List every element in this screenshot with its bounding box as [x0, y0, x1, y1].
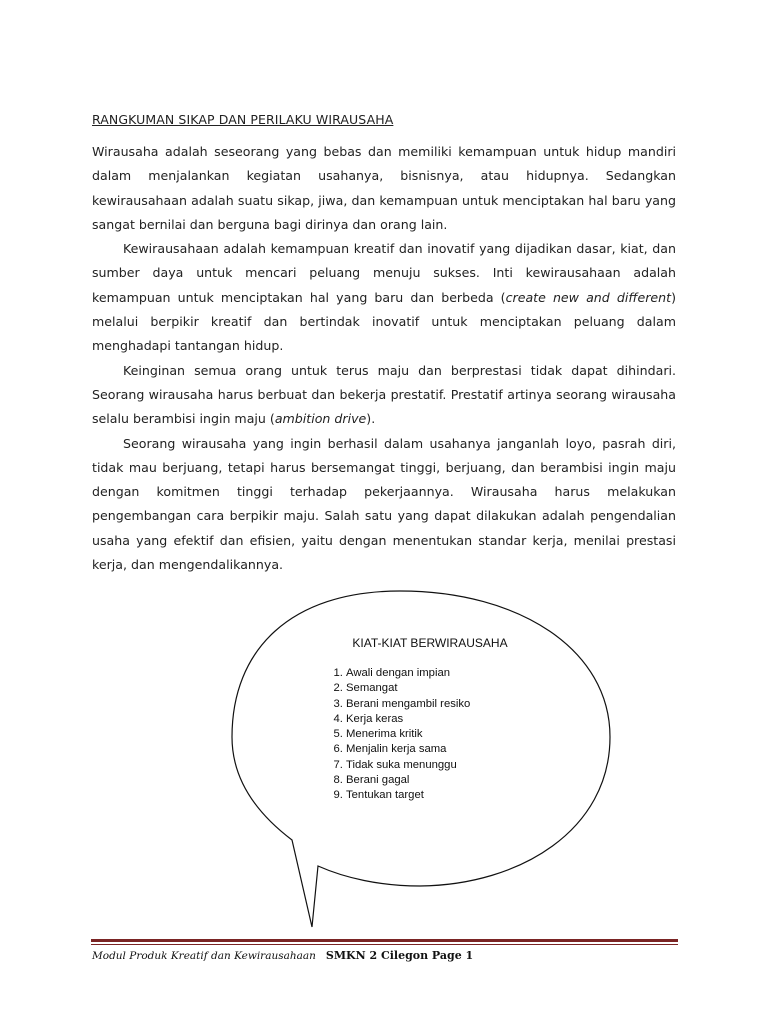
paragraph-3-text-a: Keinginan semua orang untuk terus maju dan berprestasi tidak dapat dihindari. Seorang wirausaha harus berbuat dan bekerja prestatif. Prestatif artinya seorang wirausaha selalu berambisi ingin maju ( [92, 362, 676, 427]
list-item: 3. Berani mengambil resiko [346, 697, 550, 712]
page-footer [92, 948, 682, 962]
list-item: 8. Berani gagal [346, 773, 550, 788]
list-item: 5. Menerima kritik [346, 727, 550, 742]
kiat-list [310, 666, 550, 804]
list-item: 4. Kerja keras [346, 712, 550, 727]
footer-module-name: Modul Produk Kreatif dan Kewirausahaan [92, 950, 316, 962]
list-item: 1. Awali dengan impian [346, 666, 550, 681]
page-title: RANGKUMAN SIKAP DAN PERILAKU WIRAUSAHA [92, 112, 394, 127]
footer-school-page: SMKN 2 Cilegon Page 1 [325, 949, 474, 962]
list-item: 6. Menjalin kerja sama [346, 742, 550, 757]
kiat-title: KIAT-KIAT BERWIRAUSAHA [352, 636, 508, 650]
paragraph-3-emphasis: ambition drive [274, 411, 367, 427]
paragraph-2-emphasis: create new and different [505, 289, 672, 305]
list-item: 2. Semangat [346, 681, 550, 696]
kiat-box [310, 636, 550, 804]
footer-rule-thin [91, 944, 678, 945]
paragraph-1: Wirausaha adalah seseorang yang bebas dan memiliki kemampuan untuk hidup mandiri dalam menjalankan kegiatan usahanya, bisnisnya, atau hidupnya. Sedangkan kewirausahaan adalah suatu sikap, jiwa, dan kemampuan untuk menciptakan hal baru yang sangat bernilai dan berguna bagi dirinya dan orang lain. [92, 144, 676, 232]
list-item: 9. Tentukan target [346, 788, 550, 803]
paragraph-2-text-b: ) melalui berpikir kreatif dan bertindak inovatif untuk menciptakan peluang dalam menghadapi tantangan hidup. [92, 289, 676, 354]
paragraph-2-text-a: Kewirausahaan adalah kemampuan kreatif dan inovatif yang dijadikan dasar, kiat, dan sumber daya untuk mencari peluang menuju sukses. Inti kewirausahaan adalah kemampuan untuk menciptakan hal yang baru dan berbeda ( [92, 241, 676, 305]
paragraph-3-text-b: ). [366, 411, 376, 427]
footer-rule-thick [91, 939, 678, 942]
list-item: 7. Tidak suka menunggu [346, 758, 550, 773]
paragraph-4: Seorang wirausaha yang ingin berhasil dalam usahanya janganlah loyo, pasrah diri, tidak mau berjuang, tetapi harus bersemangat tinggi, berjuang, dan berambisi ingin maju dengan komitmen tinggi terhadap pekerjaannya. Wirausaha harus melakukan pengembangan cara berpikir maju. Salah satu yang dapat dilakukan adalah pengendalian usaha yang efektif dan efisien, yaitu dengan menentukan standar kerja, menilai prestasi kerja, dan mengendalikannya. [92, 435, 676, 573]
